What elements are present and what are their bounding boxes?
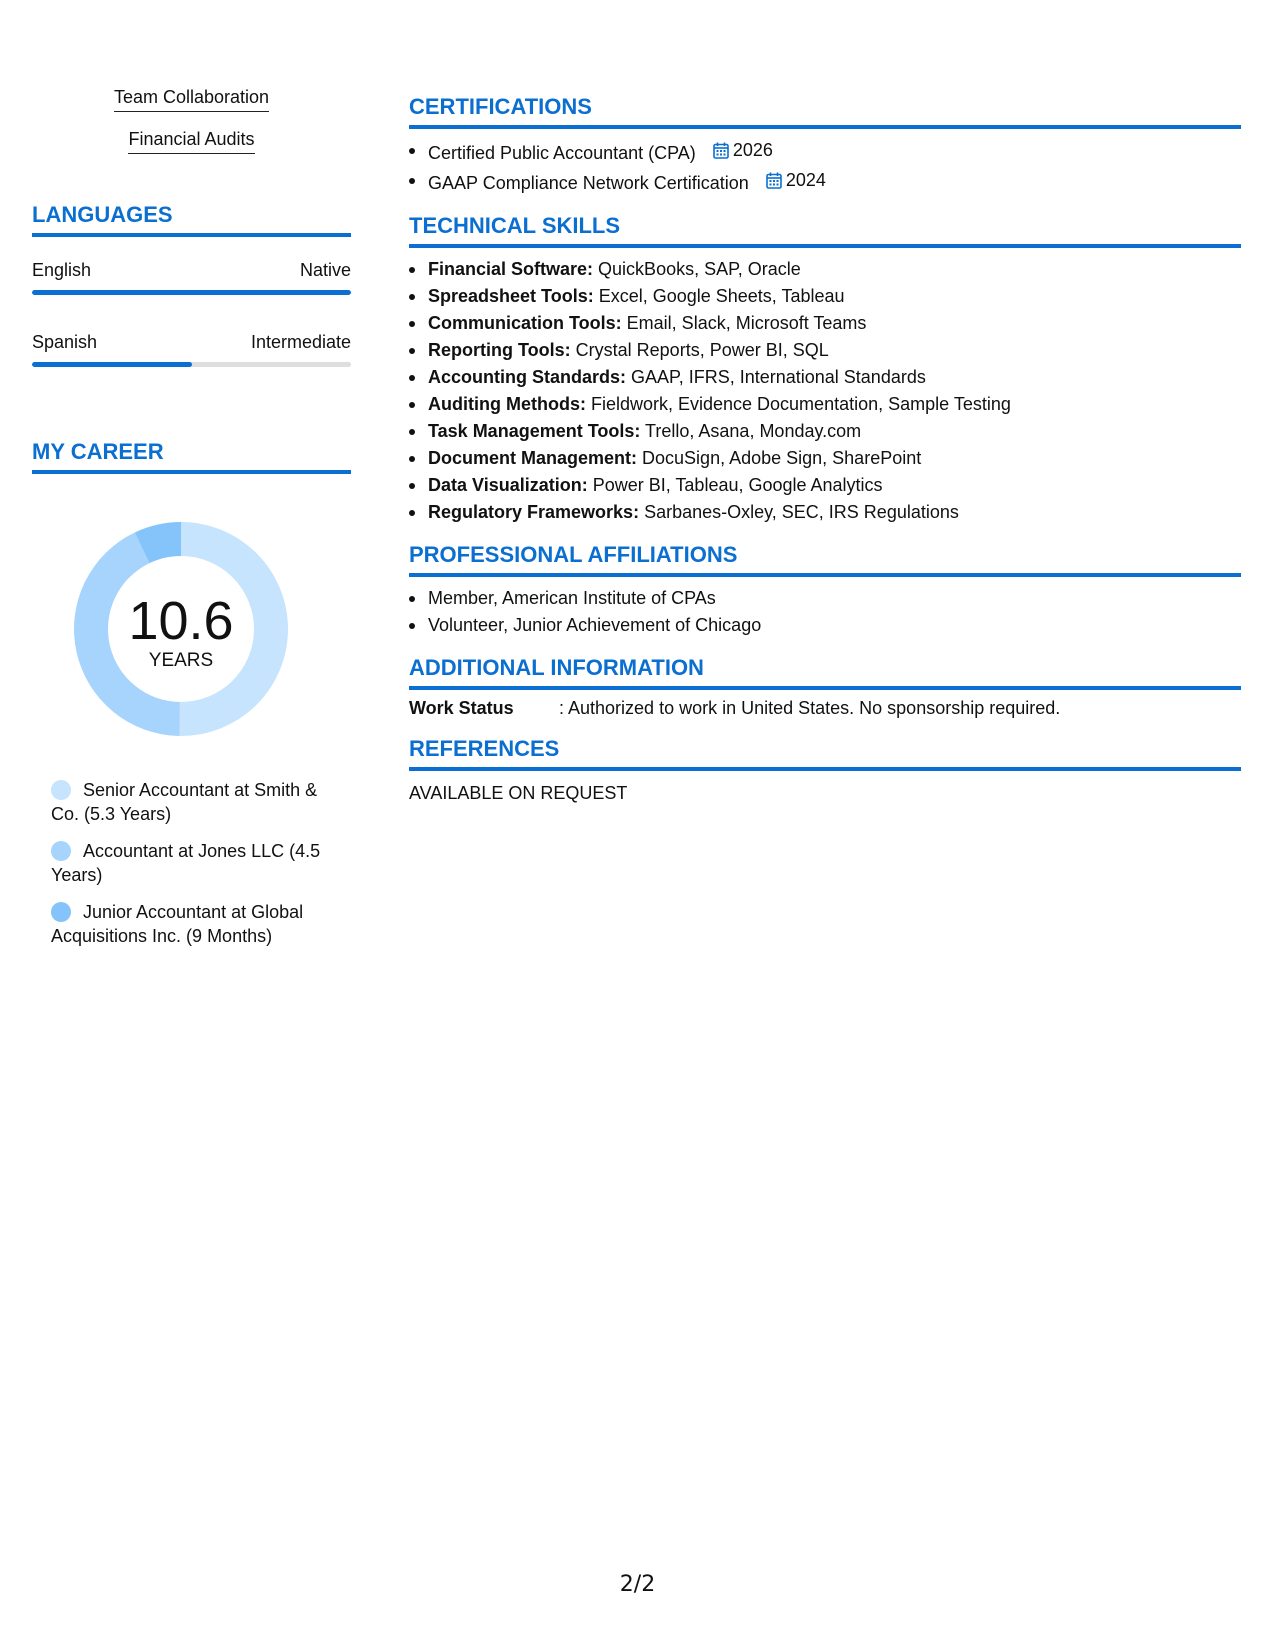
career-legend-item [51, 900, 331, 948]
calendar-icon [766, 172, 782, 189]
language-level: Native [299, 260, 351, 280]
skill-label: Auditing Methods: [428, 394, 586, 414]
skill-label: Regulatory Frameworks: [428, 502, 640, 522]
career-legend-item [51, 778, 331, 826]
skill-item [409, 364, 1241, 391]
left-column [32, 86, 351, 961]
legend-dot-icon [51, 841, 71, 861]
skill-label: Data Visualization: [428, 475, 588, 495]
career-legend-item [51, 839, 331, 887]
technical-skills-section [409, 213, 1241, 526]
skill-item [409, 472, 1241, 499]
language-name: Spanish [32, 332, 98, 352]
skill-tag: Team Collaboration [114, 86, 269, 112]
skill-value: Crystal Reports, Power BI, SQL [570, 340, 829, 360]
work-status-row [409, 696, 1241, 720]
career-total-years: 10.6 [128, 591, 234, 651]
affiliations-section [409, 542, 1241, 639]
skill-label: Reporting Tools: [428, 340, 571, 360]
career-legend-label: Senior Accountant at Smith & Co. (5.3 Years) [51, 780, 318, 824]
skill-value: QuickBooks, SAP, Oracle [593, 259, 801, 279]
certification-name: Certified Public Accountant (CPA) [428, 143, 696, 163]
affiliation-item: Member, American Institute of CPAs [409, 585, 1241, 612]
skill-value: Fieldwork, Evidence Documentation, Sample Testing [585, 394, 1011, 414]
skill-value: GAAP, IFRS, International Standards [626, 367, 926, 387]
legend-dot-icon [51, 902, 71, 922]
career-total-unit: YEARS [148, 650, 214, 671]
skill-label: Document Management: [428, 448, 638, 468]
affiliations-title: PROFESSIONAL AFFILIATIONS [409, 542, 1241, 577]
certification-year: 2026 [732, 140, 773, 160]
references-section [409, 736, 1241, 805]
skill-value: Email, Slack, Microsoft Teams [621, 313, 867, 333]
skill-item [409, 499, 1241, 526]
language-proficiency-fill [32, 290, 351, 295]
skill-value: Power BI, Tableau, Google Analytics [587, 475, 883, 495]
career-legend-label: Accountant at Jones LLC (4.5 Years) [51, 841, 321, 885]
career-legend [51, 778, 331, 948]
certification-item [409, 167, 1241, 197]
language-proficiency-bar [32, 290, 351, 295]
certification-year: 2024 [785, 170, 826, 190]
calendar-icon [713, 142, 729, 159]
language-proficiency-bar [32, 362, 351, 367]
skill-tags [32, 86, 351, 154]
affiliation-item: Volunteer, Junior Achievement of Chicago [409, 612, 1241, 639]
additional-info-section [409, 655, 1241, 720]
references-text: AVAILABLE ON REQUEST [409, 783, 628, 803]
skill-label: Financial Software: [428, 259, 594, 279]
skill-item [409, 310, 1241, 337]
career-title: MY CAREER [32, 439, 351, 474]
language-proficiency-fill [32, 362, 192, 367]
skill-item [409, 283, 1241, 310]
language-name: English [32, 260, 92, 280]
certification-item [409, 137, 1241, 167]
skill-item [409, 445, 1241, 472]
work-status-label: Work Status [409, 698, 514, 718]
certifications-title: CERTIFICATIONS [409, 94, 1241, 129]
skill-label: Spreadsheet Tools: [428, 286, 594, 306]
additional-info-title: ADDITIONAL INFORMATION [409, 655, 1241, 690]
skill-label: Communication Tools: [428, 313, 622, 333]
skill-item [409, 391, 1241, 418]
career-donut-chart [66, 514, 296, 744]
legend-dot-icon [51, 780, 71, 800]
page-number: 2/2 [619, 1572, 656, 1597]
skill-value: Trello, Asana, Monday.com [640, 421, 862, 441]
language-row [32, 331, 351, 367]
language-level: Intermediate [250, 332, 351, 352]
work-status-value: : Authorized to work in United States. No sponsorship required. [559, 698, 1061, 718]
certifications-section [409, 94, 1241, 197]
skill-tag: Financial Audits [128, 128, 254, 154]
language-row [32, 259, 351, 295]
skill-value: DocuSign, Adobe Sign, SharePoint [637, 448, 922, 468]
references-title: REFERENCES [409, 736, 1241, 771]
languages-title: LANGUAGES [32, 202, 351, 237]
skill-item [409, 418, 1241, 445]
skill-value: Sarbanes-Oxley, SEC, IRS Regulations [639, 502, 959, 522]
skill-value: Excel, Google Sheets, Tableau [593, 286, 845, 306]
skill-label: Task Management Tools: [428, 421, 641, 441]
skill-item [409, 337, 1241, 364]
skill-item [409, 256, 1241, 283]
technical-skills-title: TECHNICAL SKILLS [409, 213, 1241, 248]
right-column [409, 94, 1241, 821]
skill-label: Accounting Standards: [428, 367, 627, 387]
career-legend-label: Junior Accountant at Global Acquisitions Inc. (9 Months) [51, 902, 304, 946]
certification-name: GAAP Compliance Network Certification [428, 173, 749, 193]
